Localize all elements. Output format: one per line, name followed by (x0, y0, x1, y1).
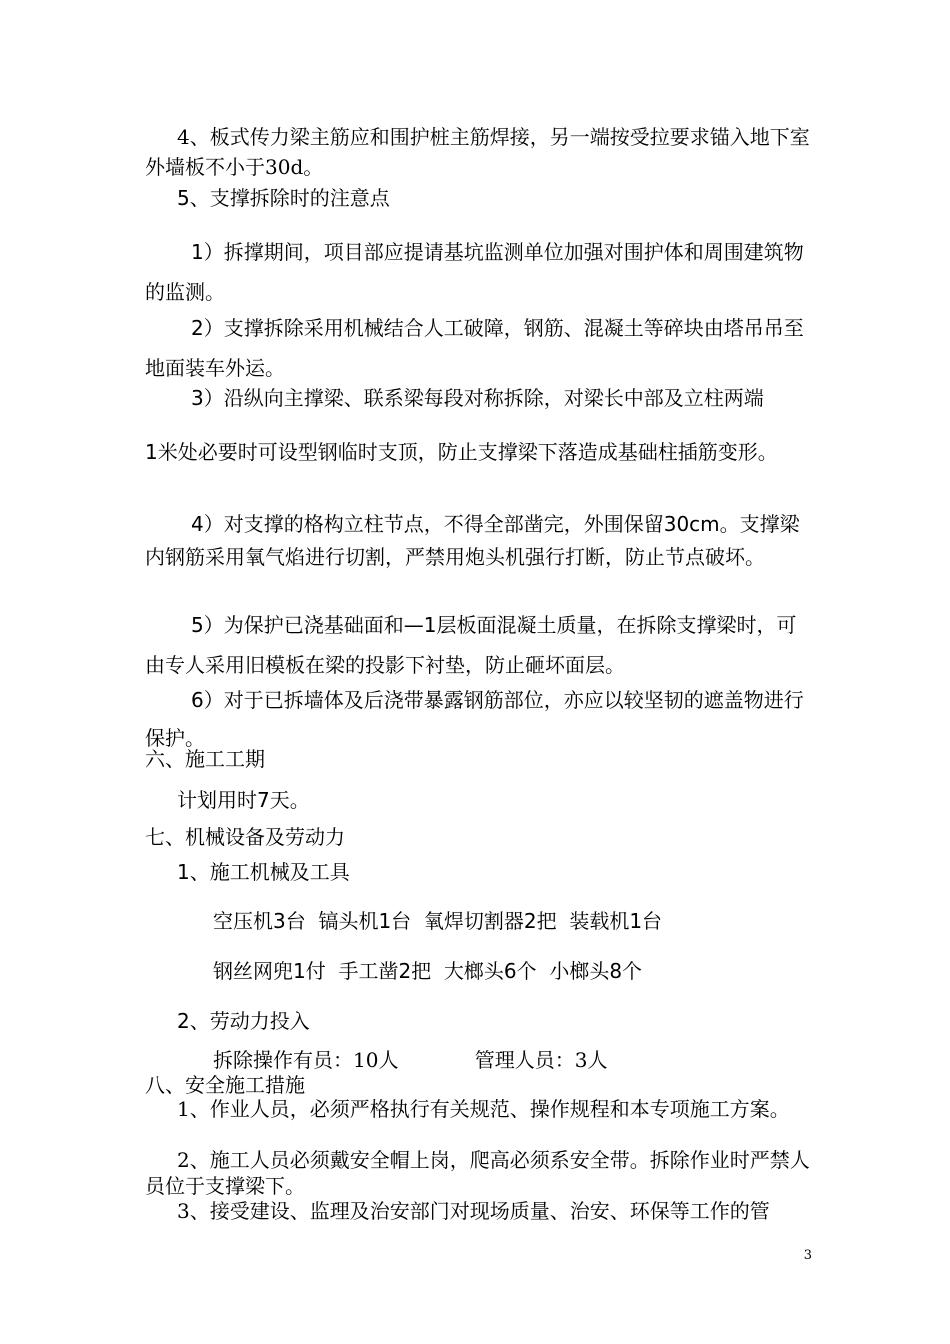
item-6: 6）对于已拆墙体及后浇带暴露钢筋部位，亦应以较坚韧的遮盖物进行保护。 (145, 688, 804, 750)
item-2: 2）支撑拆除采用机械结合人工破障，钢筋、混凝土等碎块由塔吊吊至地面装车外运。 (145, 316, 804, 380)
item-3a: 3）沿纵向主撑梁、联系梁每段对称拆除，对梁长中部及立柱两端 (191, 386, 764, 410)
section-7-heading: 七、机械设备及劳动力 (145, 825, 345, 849)
labor-text: 拆除操作有员：10人 管理人员：3人 (213, 1048, 608, 1072)
heading-5: 5、支撑拆除时的注意点 (177, 186, 390, 210)
item-4: 4）对支撑的格构立柱节点，不得全部凿完，外围保留30cm。支撑梁内钢筋采用氧气焰进行切割，严禁用炮头机强行打断，防止节点破坏。 (145, 512, 800, 569)
machinery-list-1: 空压机3台 镐头机1台 氧焊切割器2把 装载机1台 (213, 909, 663, 933)
section-6-heading: 六、施工工期 (145, 747, 265, 771)
machinery-list-2: 钢丝网兜1付 手工凿2把 大榔头6个 小榔头8个 (213, 959, 643, 983)
safety-item-1: 1、作业人员，必须严格执行有关规范、操作规程和本专项施工方案。 (177, 1097, 790, 1121)
paragraph-4: 4、板式传力梁主筋应和围护桩主筋焊接，另一端按受拉要求锚入地下室外墙板不小于30d。 (145, 125, 810, 179)
subheading-machinery: 1、施工机械及工具 (177, 860, 350, 884)
duration-text: 计划用时7天。 (177, 788, 310, 812)
item-3b: 1米处必要时可设型钢临时支顶，防止支撑梁下落造成基础柱插筋变形。 (145, 440, 778, 464)
safety-item-2: 2、施工人员必须戴安全帽上岗，爬高必须系安全带。拆除作业时严禁人员位于支撑梁下。 (145, 1148, 810, 1198)
safety-item-3: 3、接受建设、监理及治安部门对现场质量、治安、环保等工作的管 (177, 1199, 770, 1223)
subheading-labor: 2、劳动力投入 (177, 1009, 310, 1033)
item-1: 1）拆撑期间，项目部应提请基坑监测单位加强对围护体和周围建筑物的监测。 (145, 240, 804, 304)
section-8-heading: 八、安全施工措施 (145, 1073, 305, 1097)
page-number: 3 (803, 1248, 812, 1263)
item-5: 5）为保护已浇基础面和—1层板面混凝土质量，在拆除支撑梁时，可由专人采用旧模板在梁的投影下衬垫，防止砸坏面层。 (145, 613, 797, 677)
